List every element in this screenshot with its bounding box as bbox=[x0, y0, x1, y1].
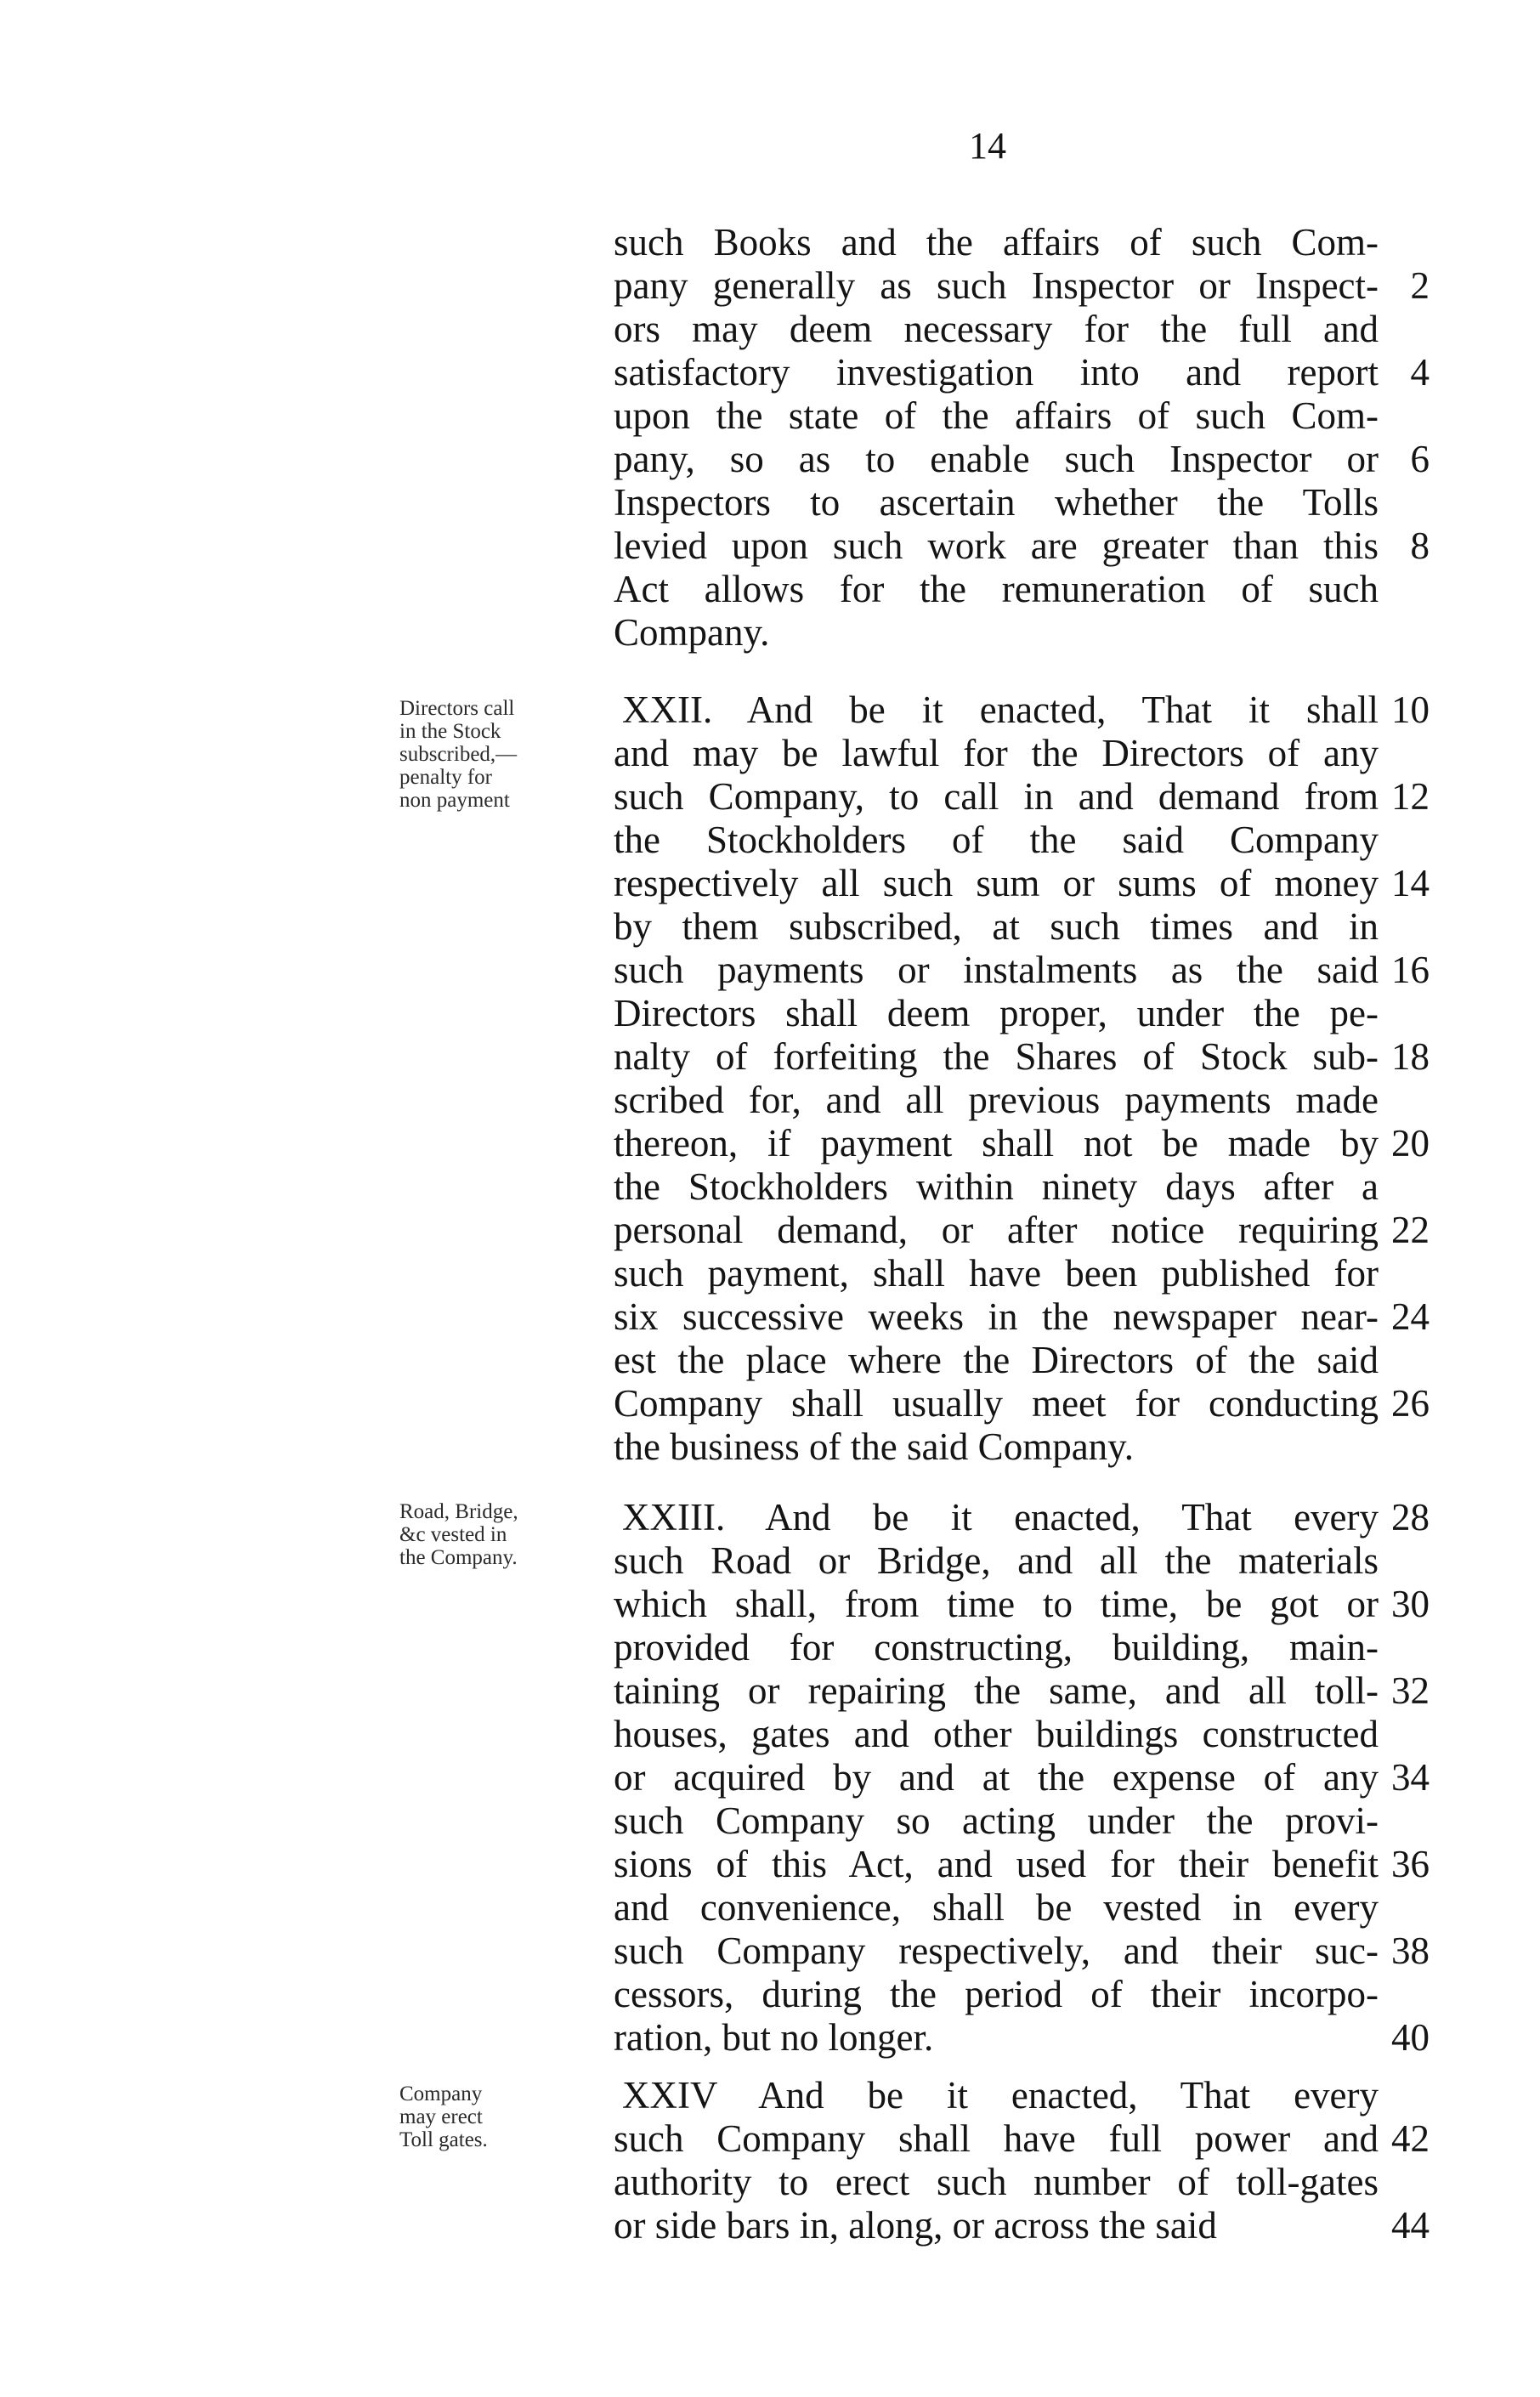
line-text: ors may deem necessary for the full and bbox=[614, 308, 1379, 350]
line-text: which shall, from time to time, be got or bbox=[614, 1583, 1379, 1625]
line-number: 20 bbox=[1391, 1122, 1430, 1164]
text-line bbox=[614, 1339, 1379, 1382]
line-text: Company. bbox=[614, 611, 770, 654]
line-number: 36 bbox=[1391, 1843, 1430, 1885]
line-text: thereon, if payment shall not be made by bbox=[614, 1122, 1379, 1164]
sidenote-line: may erect bbox=[399, 2105, 483, 2128]
text-line bbox=[614, 1382, 1430, 1425]
line-number: 26 bbox=[1391, 1382, 1430, 1425]
text-line bbox=[614, 1713, 1379, 1756]
line-text: or side bars in, along, or across the said bbox=[614, 2204, 1217, 2247]
line-text: Directors shall deem proper, under the pe- bbox=[614, 992, 1379, 1034]
sidenote-line: penalty for bbox=[399, 766, 492, 789]
text-line bbox=[614, 1799, 1379, 1843]
text-line bbox=[614, 1930, 1430, 1973]
line-text: personal demand, or after notice requiring bbox=[614, 1209, 1379, 1251]
line-text: six successive weeks in the newspaper near- bbox=[614, 1295, 1379, 1338]
text-line bbox=[614, 1973, 1379, 2016]
line-text: Inspectors to ascertain whether the Tolls bbox=[614, 481, 1379, 524]
line-number: 42 bbox=[1391, 2117, 1430, 2160]
line-text: authority to erect such number of toll-gates bbox=[614, 2161, 1379, 2203]
text-line bbox=[614, 1035, 1430, 1079]
line-number: 28 bbox=[1391, 1496, 1430, 1538]
paragraph-section-xxiv bbox=[614, 2074, 1430, 2247]
line-text: XXIII. And be it enacted, That every bbox=[622, 1496, 1379, 1538]
line-number: 44 bbox=[1391, 2204, 1430, 2247]
text-line bbox=[614, 481, 1379, 524]
line-text: such Company, to call in and demand from bbox=[614, 775, 1379, 818]
line-text: houses, gates and other buildings constructed bbox=[614, 1713, 1379, 1755]
text-line bbox=[614, 1843, 1430, 1886]
text-line bbox=[614, 1252, 1379, 1295]
paragraph-section-xxii bbox=[614, 688, 1430, 1469]
text-line bbox=[614, 1583, 1430, 1626]
text-line bbox=[614, 775, 1430, 819]
sidenote-line: in the Stock bbox=[399, 720, 501, 743]
text-line bbox=[614, 1539, 1379, 1583]
text-line bbox=[614, 221, 1379, 264]
text-line bbox=[614, 1079, 1379, 1122]
line-text: ration, but no longer. bbox=[614, 2016, 934, 2059]
text-line bbox=[614, 1209, 1430, 1252]
line-text: the business of the said Company. bbox=[614, 1425, 1135, 1468]
text-line bbox=[614, 905, 1379, 949]
line-text: such Company so acting under the provi- bbox=[614, 1799, 1379, 1842]
text-line bbox=[614, 438, 1430, 481]
text-line bbox=[614, 1165, 1379, 1209]
text-line bbox=[614, 1496, 1430, 1539]
line-number: 32 bbox=[1391, 1669, 1430, 1712]
line-number: 24 bbox=[1391, 1295, 1430, 1338]
text-line bbox=[614, 2074, 1379, 2117]
line-text: XXII. And be it enacted, That it shall bbox=[622, 688, 1379, 731]
sidenote-line: Company bbox=[399, 2082, 483, 2105]
line-text: such Company respectively, and their suc- bbox=[614, 1930, 1379, 1972]
line-text: such payments or instalments as the said bbox=[614, 949, 1379, 991]
line-text: and may be lawful for the Directors of any bbox=[614, 732, 1379, 774]
sidenote-road-bridge bbox=[399, 1500, 518, 1569]
paragraph-section-xxiii bbox=[614, 1496, 1430, 2060]
line-number: 16 bbox=[1391, 949, 1430, 991]
text-line bbox=[614, 1886, 1379, 1930]
line-text: sions of this Act, and used for their benefit bbox=[614, 1843, 1379, 1885]
line-text: such Road or Bridge, and all the materials bbox=[614, 1539, 1379, 1582]
text-line bbox=[614, 2016, 1430, 2060]
line-number: 8 bbox=[1410, 524, 1430, 567]
text-line bbox=[614, 862, 1430, 905]
text-line bbox=[614, 2117, 1430, 2161]
sidenote-line: non payment bbox=[399, 789, 510, 812]
sidenote-company-toll-gates bbox=[399, 2082, 488, 2151]
sidenote-directors-call bbox=[399, 697, 517, 812]
text-line bbox=[614, 1425, 1379, 1469]
text-line bbox=[614, 949, 1430, 992]
text-line bbox=[614, 2204, 1430, 2247]
page-number: 14 bbox=[969, 125, 1006, 167]
text-line bbox=[614, 308, 1379, 351]
line-text: such Company shall have full power and bbox=[614, 2117, 1379, 2160]
sidenote-line: the Company. bbox=[399, 1546, 518, 1569]
line-number: 40 bbox=[1391, 2016, 1430, 2059]
line-number: 22 bbox=[1391, 1209, 1430, 1251]
text-line bbox=[614, 611, 1379, 654]
line-number: 34 bbox=[1391, 1756, 1430, 1799]
text-line bbox=[614, 819, 1379, 862]
line-text: Company shall usually meet for conducting bbox=[614, 1382, 1379, 1425]
sidenote-line: subscribed,— bbox=[399, 743, 518, 766]
line-number: 38 bbox=[1391, 1930, 1430, 1972]
line-number: 4 bbox=[1410, 351, 1430, 394]
line-text: pany, so as to enable such Inspector or bbox=[614, 438, 1379, 480]
line-text: by them subscribed, at such times and in bbox=[614, 905, 1379, 948]
text-line bbox=[614, 1756, 1430, 1799]
line-number: 14 bbox=[1391, 862, 1430, 904]
line-text: scribed for, and all previous payments made bbox=[614, 1079, 1379, 1121]
line-text: provided for constructing, building, main- bbox=[614, 1626, 1379, 1669]
line-text: XXIV And be it enacted, That every bbox=[622, 2074, 1379, 2116]
line-text: such payment, shall have been published for bbox=[614, 1252, 1379, 1295]
sidenote-line: Directors call bbox=[399, 697, 515, 720]
line-text: the Stockholders within ninety days after a bbox=[614, 1165, 1379, 1208]
line-text: upon the state of the affairs of such Com- bbox=[614, 394, 1379, 437]
text-line bbox=[614, 688, 1430, 732]
text-line bbox=[614, 1669, 1430, 1713]
line-number: 30 bbox=[1391, 1583, 1430, 1625]
line-text: respectively all such sum or sums of money bbox=[614, 862, 1379, 904]
text-line bbox=[614, 732, 1379, 775]
line-text: and convenience, shall be vested in every bbox=[614, 1886, 1379, 1929]
line-text: Act allows for the remuneration of such bbox=[614, 568, 1379, 610]
line-number: 10 bbox=[1391, 688, 1430, 731]
line-number: 6 bbox=[1410, 438, 1430, 480]
text-line bbox=[614, 1122, 1430, 1165]
paragraph-inspection bbox=[614, 221, 1430, 654]
text-line bbox=[614, 351, 1430, 394]
line-text: levied upon such work are greater than this bbox=[614, 524, 1379, 567]
sidenote-line: Road, Bridge, bbox=[399, 1500, 518, 1523]
text-line bbox=[614, 1626, 1379, 1669]
line-text: pany generally as such Inspector or Inspect- bbox=[614, 264, 1379, 307]
sidenote-line: Toll gates. bbox=[399, 2128, 488, 2151]
line-text: or acquired by and at the expense of any bbox=[614, 1756, 1379, 1799]
line-number: 18 bbox=[1391, 1035, 1430, 1078]
line-text: satisfactory investigation into and report bbox=[614, 351, 1379, 394]
line-number: 2 bbox=[1410, 264, 1430, 307]
line-text: est the place where the Directors of the said bbox=[614, 1339, 1379, 1381]
text-line bbox=[614, 524, 1430, 568]
line-text: nalty of forfeiting the Shares of Stock sub- bbox=[614, 1035, 1379, 1078]
text-line bbox=[614, 992, 1379, 1035]
line-text: taining or repairing the same, and all toll- bbox=[614, 1669, 1379, 1712]
line-text: such Books and the affairs of such Com- bbox=[614, 221, 1379, 264]
line-number: 12 bbox=[1391, 775, 1430, 818]
text-line bbox=[614, 568, 1379, 611]
sidenote-line: &c vested in bbox=[399, 1523, 507, 1546]
text-line bbox=[614, 2161, 1379, 2204]
line-text: the Stockholders of the said Company bbox=[614, 819, 1379, 861]
text-line bbox=[614, 264, 1430, 308]
text-line bbox=[614, 394, 1379, 438]
line-text: cessors, during the period of their incorpo- bbox=[614, 1973, 1379, 2015]
text-line bbox=[614, 1295, 1430, 1339]
